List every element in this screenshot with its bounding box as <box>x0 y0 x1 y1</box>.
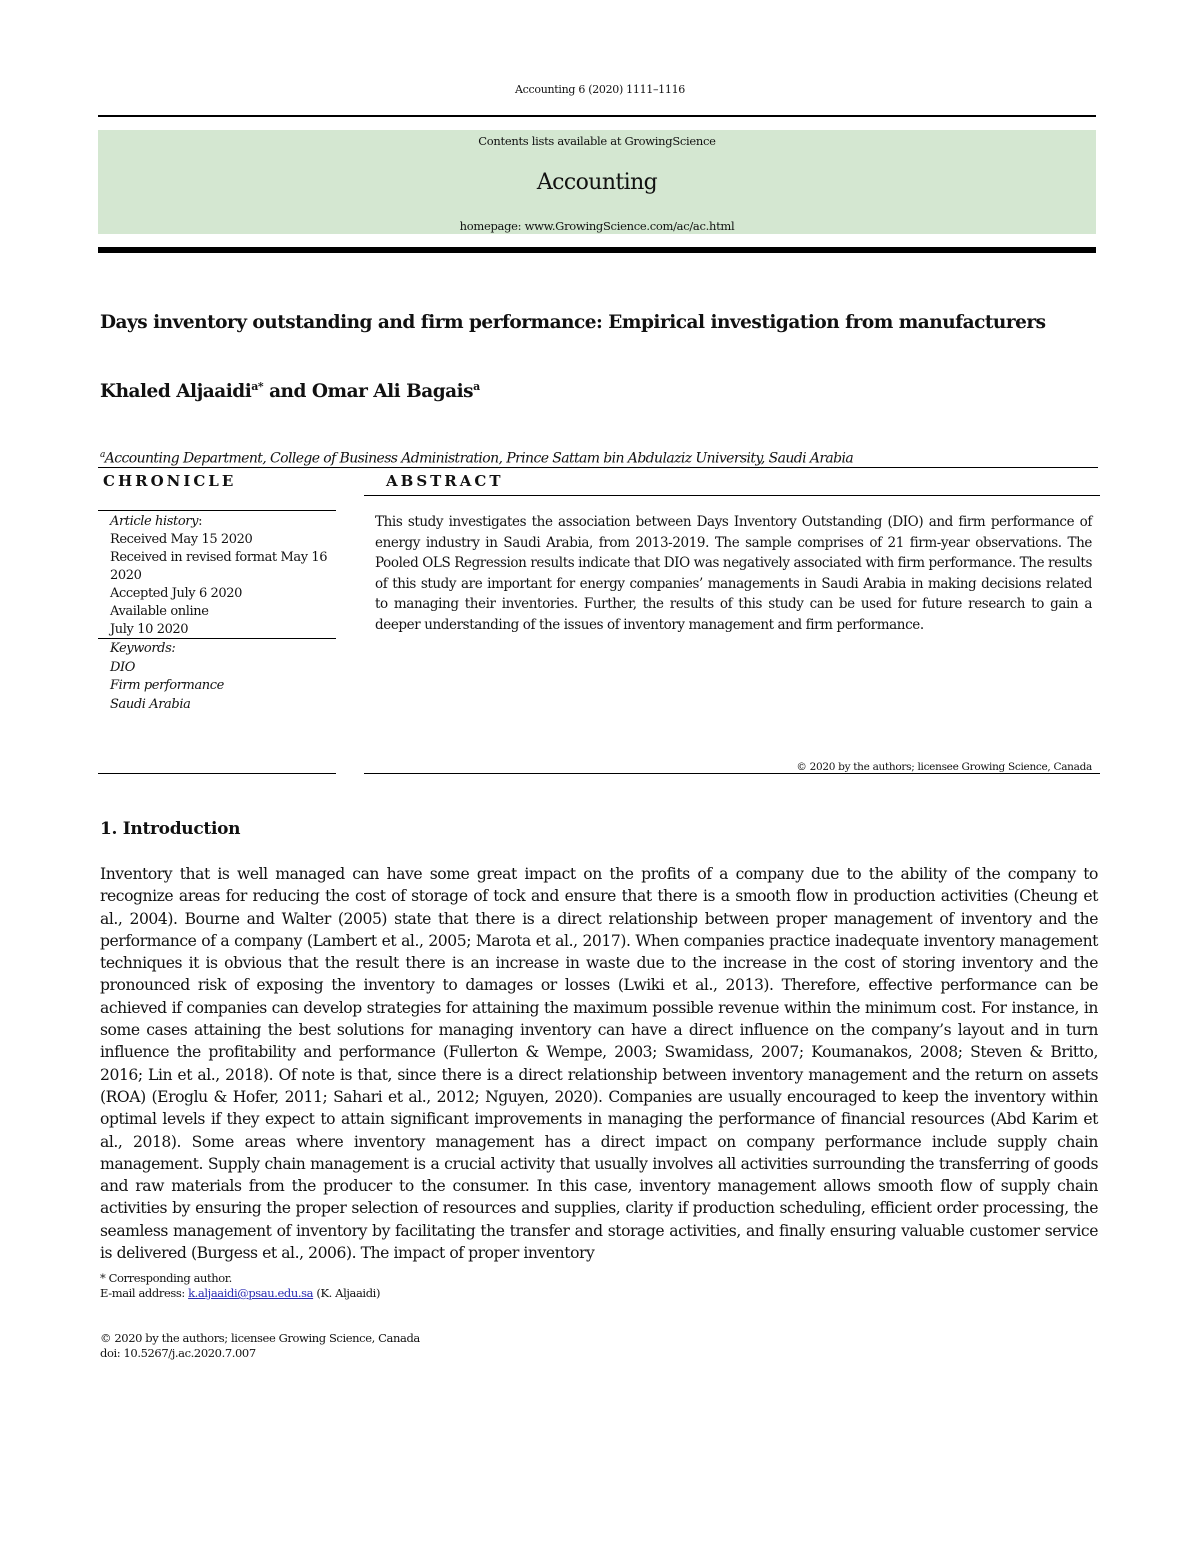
chronicle-heading: CHRONICLE <box>103 472 237 490</box>
journal-homepage[interactable]: homepage: www.GrowingScience.com/ac/ac.html <box>459 219 735 233</box>
author-affiliation-mark: a* <box>251 380 264 393</box>
author-name: Omar Ali Bagais <box>311 381 474 403</box>
keywords-label: Keywords: <box>110 641 176 656</box>
header-top-rule <box>98 115 1096 117</box>
history-entry: Received in revised format May 16 2020 <box>110 550 328 583</box>
history-entry: Accepted July 6 2020 <box>110 586 243 601</box>
contents-availability: Contents lists available at GrowingScience <box>478 134 716 148</box>
keywords-list <box>110 640 334 714</box>
keyword: Saudi Arabia <box>110 696 191 712</box>
journal-name: Accounting <box>536 170 658 195</box>
keyword: Firm performance <box>110 678 224 693</box>
section-heading-introduction: 1. Introduction <box>100 819 241 839</box>
corresponding-author-note: * Corresponding author. <box>100 1271 232 1285</box>
keyword: DIO <box>110 659 136 675</box>
article-title: Days inventory outstanding and firm performance: Empirical investigation from manufacturers <box>100 312 1046 333</box>
affiliation <box>100 450 853 467</box>
affiliation-text: Accounting Department, College of Business Administration, Prince Sattam bin Abdulaziz University, Saudi Arabia <box>104 450 854 467</box>
introduction-text: Inventory that is well managed can have some great impact on the profits of a company due to the ability of the company to recognize areas for reducing the cost of storage of tock and ensure that there is a smooth flow in production activities (Cheung et al., 2004). Bourne and Walter (2005) state that there is a direct relationship between proper management of inventory and the performance of a company (Lambert et al., 2005; Marota et al., 2017). When companies practice inadequate inventory management techniques it is obvious that the result there is an increase in waste due to the increase in the cost of storing inventory and the pronounced risk of exposing the inventory to damages or losses (Lwiki et al., 2013). Therefore, effective performance can be achieved if companies can develop strategies for attaining the maximum possible revenue within the minimum cost. For instance, in some cases attaining the best solutions for managing inventory can have a direct influence on the company’s layout and in turn influence the profitability and performance (Fullerton & Wempe, 2003; Swamidass, 2007; Koumanakos, 2008; Steven & Britto, 2016; Lin et al., 2018). Of note is that, since there is a direct relationship between inventory management and the return on assets (ROA) (Eroglu & Hofer, 2011; Sahari et al., 2012; Nguyen, 2020). Companies are usually encouraged to keep the inventory within optimal levels if they expect to attain significant improvements in managing the performance of financial resources (Abd Karim et al., 2018). Some areas where inventory management has a direct impact on company performance include supply chain management. Supply chain management is a crucial activity that usually involves all activities surrounding the transferring of goods and raw materials from the producer to the consumer. In this case, inventory management allows smooth flow of supply chain activities by ensuring the proper selection of resources and supplies, clarity if production scheduling, efficient order processing, the seamless management of inventory by facilitating the transfer and storage activities, and finally ensuring valuable customer service is delivered (Burgess et al., 2006). The impact of proper inventory <box>100 865 1098 1263</box>
article-history <box>110 513 334 639</box>
running-head: Accounting 6 (2020) 1111–1116 <box>515 83 685 96</box>
abstract-heading: ABSTRACT <box>386 472 504 490</box>
history-label: Article history: <box>110 514 203 529</box>
chronicle-bottom-rule <box>98 773 336 774</box>
chronicle-rule <box>98 510 336 511</box>
abstract-text: This study investigates the association between Days Inventory Outstanding (DIO) and firm performance of energy industry in Saudi Arabia, from 2013-2019. The sample comprises of 21 firm-year observations. The Pooled OLS Regression results indicate that DIO was negatively associated with firm performance. The results of this study are important for energy companies’ managements in Saudi Arabia in making decisions related to managing their inventories. Further, the results of this study can be used for future research to gain a deeper understanding of the issues of inventory management and firm performance. <box>375 514 1092 633</box>
header-bottom-rule <box>98 247 1096 253</box>
affiliation-rule <box>98 467 1098 468</box>
footnote <box>100 1271 380 1301</box>
history-entry: July 10 2020 <box>110 622 189 637</box>
author-list <box>100 380 480 402</box>
history-entry: Available online <box>110 604 209 619</box>
abstract-bottom-rule <box>364 773 1100 774</box>
footer-copyright: © 2020 by the authors; licensee Growing Science, Canada <box>100 1331 420 1345</box>
author-separator: and <box>263 381 312 403</box>
history-entry: Received May 15 2020 <box>110 532 253 547</box>
keywords-rule <box>98 638 336 639</box>
abstract-copyright: © 2020 by the authors; licensee Growing Science, Canada <box>796 761 1092 773</box>
author-name: Khaled Aljaaidi <box>100 381 252 403</box>
doi: doi: 10.5267/j.ac.2020.7.007 <box>100 1346 256 1360</box>
page-footer <box>100 1331 420 1361</box>
email-line: E-mail address: k.aljaaidi@psau.edu.sa (K. Aljaaidi) <box>100 1286 381 1300</box>
affiliation-mark: a <box>100 450 105 460</box>
author-affiliation-mark: a <box>473 380 480 393</box>
abstract-heading-rule <box>364 495 1100 496</box>
email-link[interactable]: k.aljaaidi@psau.edu.sa <box>188 1286 314 1300</box>
